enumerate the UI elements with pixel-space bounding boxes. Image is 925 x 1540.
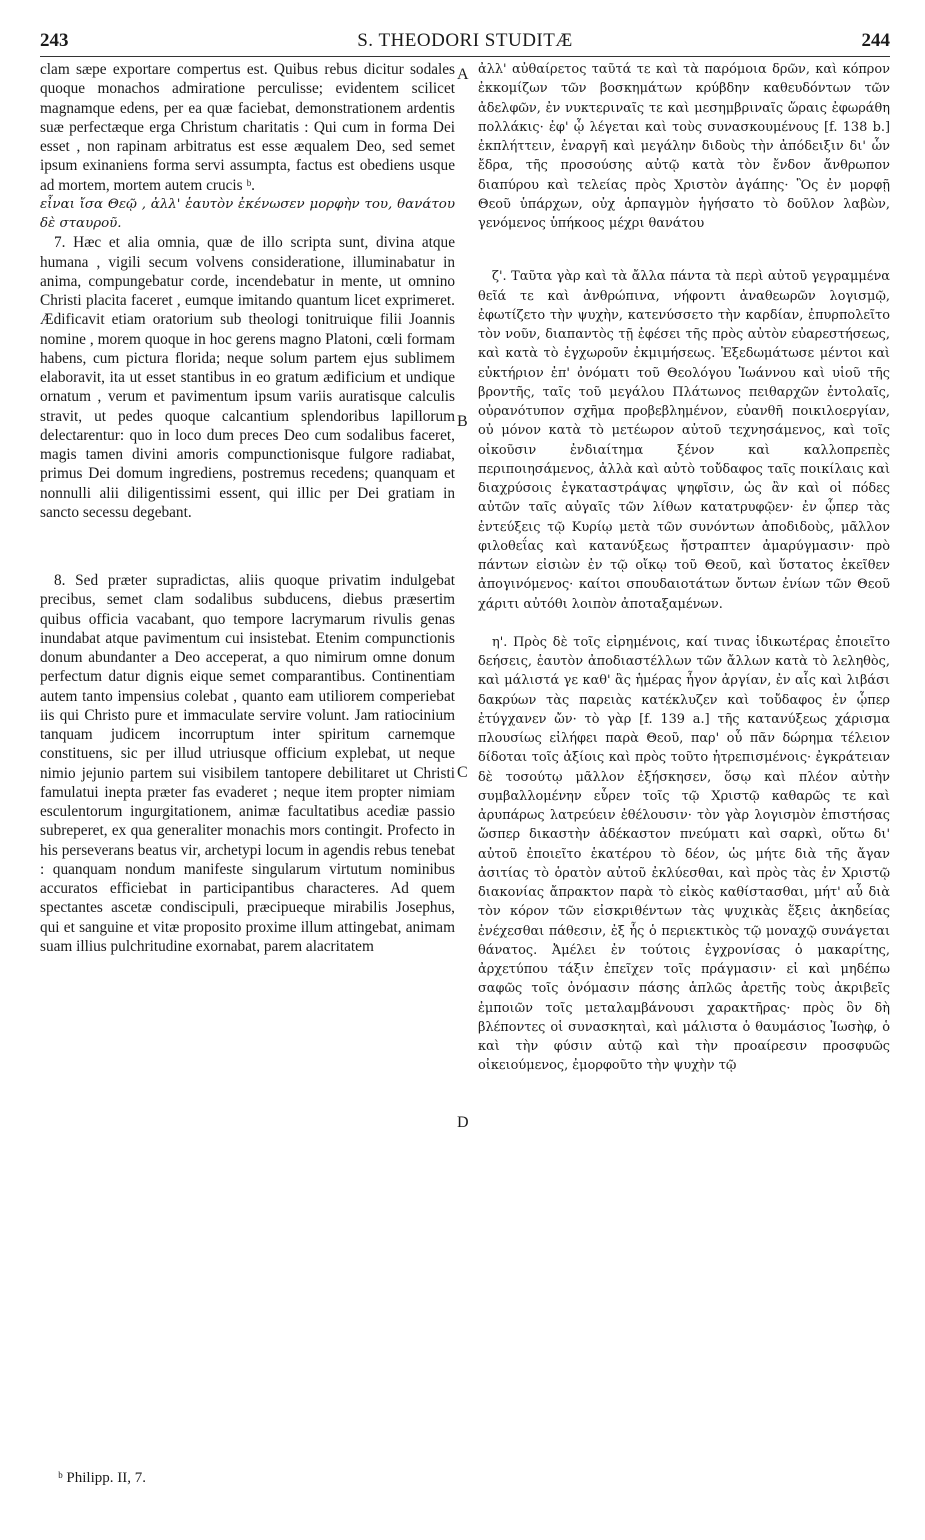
margin-letter-d: D [457,1114,469,1131]
footnote: ᵇ Philipp. II, 7. [58,1470,146,1486]
greek-column [478,60,890,1076]
greek-paragraph-7: ζ'. Ταῦτα γὰρ καὶ τὰ ἄλλα πάντα τὰ περὶ αὐτοῦ γεγραμμένα θεῖά τε καὶ ἀνθρώπινα, νήφοντι ἀναθεωρῶν λογισμῷ, ἐφωτίζετο τὴν ψυχὴν, κατενύσσετο τὴν καρδίαν, ἐπυρπολεῖτο τὸν νοῦν, διαπαντὸς τῇ ἐφέσει τῆς πρὸς αὐτὸν εὐαρεστήσεως, καὶ κατὰ τὸ ἐγχωροῦν ἐκμιμήσεως. Ἐξεδωμάτωσε μέντοι καὶ εὐκτήριον ἐπ' ὀνόματι τοῦ Θεολόγου Ἰωάννου καὶ υἱοῦ τῆς βροντῆς, ταῖς τοῦ μεγάλου Πλάτωνος πειθαρχῶν ἐντολαῖς, οὐρανότυπον σχῆμα προβεβλημένον, εὐανθῆ ποικιλοεργίαν, οὐ μόνον κατὰ τὸ μετέωρον αὐτοῦ τεχνησάμενος, καὶ τοῖς οἰκοῦσιν ἐνδιαίτημα ξένον καὶ καλλοπρεπὲς περιποιησάμενος, ἀλλὰ καὶ αὐτὸ τοὔδαφος ταῖς ποικίλαις καὶ διαχρύσοις ἐγκαταστράψας ψηφῖσιν, ὡς ἂν καὶ οἱ πόδες αὐτῶν ταῖς αὐγαῖς τῶν λίθων κατατρυφῷεν· ἐν ᾧπερ τὰς ἐντεύξεις τῷ Κυρίῳ μετὰ τῶν συνόντων ἀποδιδοὺς, μᾶλλον φιλοθεΐας καὶ κατανύξεως ἤστραπτεν ἀμαρύγμασιν· πρὸ πάντων εἰσιὼν ἐν τῷ οἴκῳ τοῦ Θεοῦ, καὶ ὕστατος ἐκεῖθεν ἀπογινόμενος· καίτοι σπουδαιοτάτων ὄντων ἐνίων τῶν Θεοῦ χάριτι αὐτόθι λοιπὸν ἀποταξαμένων. [478,269,890,612]
running-header [40,30,890,58]
greek-paragraph-6-end: ἀλλ' αὐθαίρετος ταῦτά τε καὶ τὰ παρόμοια δρῶν, καὶ κόπρον ἐκκομίζων τῶν βοσκημάτων κρύβδην καθευδόντων τῶν ἀδελφῶν, ἐν νυκτεριναῖς τε καὶ μεσημβριναῖς ὥραις ἐφωράθη πολλάκις· ἐφ' ᾧ λέγεται καὶ τοὺς συνασκουμένους [f. 138 b.] ἐκπλήττειν, ἐναργῆ καὶ μεγάλην διδοὺς τὴν ἀπόδειξιν δι' ὧν ἔδρα, τῆς προσούσης αὐτῷ κατὰ τὸν ἔνδον ἄνθρωπον διαπύρου καὶ τελείας πρὸς Χριστὸν ἀγάπης· Ὃς ἐν μορφῇ Θεοῦ ὑπάρχων, οὐχ ἁρπαγμὸν ἡγήσατο τὸ δοῦλον λαβὼν, γενόμενος ὑπήκοος μέχρι θανάτου [478,62,890,231]
latin-paragraph-7: 7. Hæc et alia omnia, quæ de illo scripta sunt, divina atque humana , vigili secum volvens consideratione, illuminabatur in anima, compungebatur corde, incendebatur in mente, ut omnino Christi placita faceret , eumque imitando quantum licet exprimeret. Ædificavit etiam oratorium sub theologi tonitruique filii Joannis nomine , morem quoque in hoc gerens magno Platoni, cœli formam habens, cum pictura florida; neque solum partem ejus sublimem elaboravit, ita ut esset stantibus in eo gratum ædificium et undique ornatum , verum et pavimentum ipsum variis auratisque calculis stravit, ut pedes quoque calcantium splendoribus lapillorum delectarentur: quo in loco dum preces Deo cum sodalibus faceret, magis tamen divini amoris compunctionisque fulgore radiabat, primus Dei domum ingrediens, postremus recedens; quanquam et nonnulli alii diligentissimi essent, qui illic per Dei gratiam in sancto secessu degebant. [40,234,455,521]
running-title: S. THEODORI STUDITÆ [357,30,573,51]
latin-paragraph-8: 8. Sed præter supradictas, aliis quoque privatim indulgebat precibus, semet clam sodalibus subducens, diebus præsertim quibus officia vacabant, quo tempore lacrymarum rivulis genas inundabat atque pavimentum cui insistebat. Etenim compunctionis donum abundanter a Deo acceperat, a quo nimirum omne donum perfectum datur dignis eique semet comparantibus. Continentiam autem tanto impensius colebat , quanto eam utiliorem comperiebat iis qui Christo pure et immaculate servire volunt. Jam ratiocinium tanquam judicem incorruptum inter spiritum carnemque constituens, sic per illud utriusque officium explebat, ut neque nimio jejunio partem sui visibilem tantopere debilitaret ut Christi famulatui inepta præter fas evaderet ; neque item propter nimiam esculentorum ingurgitationem, animæ facultatibus acediæ passio subreperet, ex qua generaliter monachis mors contingit. Profecto in his perseverans beatus vir, archetypi locum in agendis rebus tenebat : quanquam nondum manifeste singularum virtutum nominibus accuratos efficiebat in participantibus characteres. Ad quem spectantes ascetæ condiscipuli, præcipueque mirabilis Josephus, qui et sanguine et vitæ proposito proxime illum attingebat, animam suam illius pulchritudine exornabat, parem alacritatem [40,572,455,955]
margin-letter-b: B [457,413,468,430]
page-number-left: 243 [40,30,69,51]
greek-scripture-quote: εἶναι ἴσα Θεῷ , ἀλλ' ἑαυτὸν ἐκένωσεν μορφὴν του, θανάτου δὲ σταυροῦ. [40,196,455,231]
margin-letter-c: C [457,764,468,781]
latin-paragraph-6-end: clam sæpe exportare compertus est. Quibus rebus dicitur sodales quoque monachos admiratione perculisse; evidentem scilicet magnamque edens, per ea quæ faciebat, demonstrationem ardentis suæ perfectæque erga Christum charitatis : Qui cum in forma Dei esset , non rapinam arbitratus est esse æqualem Deo, sed semet ipsum exinaniens forma servi assumpta, factus est obediens usque ad mortem, mortem autem crucis ᵇ. [40,61,455,194]
header-rule [40,56,890,57]
margin-letter-a: A [457,66,469,83]
page-number-right: 244 [861,30,890,51]
greek-paragraph-8: η'. Πρὸς δὲ τοῖς εἰρημένοις, καί τινας ἰδικωτέρας ἐποιεῖτο δεήσεις, ἑαυτὸν ἀποδιαστέλλων τῶν ἄλλων κατὰ τὸ λεληθὸς, καὶ μάλιστά γε καθ' ἃς ἡμέρας ἦγον ἀργίαν, ἐν αἷς καὶ λιβάσι δακρύων τὰς παρειὰς κατέκλυζεν καὶ τοὔδαφος ἐν ᾧπερ ἐτύγχανεν ὤν· τὸ γὰρ [f. 139 a.] τῆς κατανύξεως χάρισμα πλουσίως εἰλήφει παρὰ Θεοῦ, παρ' οὗ πᾶν δώρημα τέλειον δίδοται τοῖς ἀξίοις καὶ πρὸς τοῦτο ἡτρεπισμένοις· ἐγκράτειαν δὲ τοσούτῳ μᾶλλον ἐξήσκησεν, ὅσῳ καὶ πλέον αὐτὴν συμβαλλομένην εὗρεν τοῖς τῷ Χριστῷ καθαρῶς τε καὶ ἀρυπάρως λατρεύειν ἐθέλουσιν· τὸν γὰρ λογισμὸν ἐπιστήσας ὥσπερ δικαστὴν ἀδέκαστον πνεύματι καὶ σαρκὶ, οὕτω δι' αὐτοῦ ἐποιεῖτο ἑκατέρου τὸ δέον, ὡς μήτε διὰ τῆς ἄγαν ἀσιτίας τὸ ὁρατὸν αὐτοῦ ἐκλύεσθαι, καὶ πρὸς τὰς ἐν Χριστῷ διακονίας ἄπρακτον παρὰ τὸ εἰκὸς καθίστασθαι, μήτ' αὖ διὰ τὸν κόρον τῶν εἰσκριθέντων τὰς ψυχικὰς ἕξεις ἀκηδείας ἐνέχεσθαι πάθεσιν, ἐξ ἧς ὁ περιεκτικὸς τῷ μοναχῷ συνάγεται θάνατος. Ἀμέλει ἐν τούτοις ἐγχρονίσας ὁ μακαρίτης, ἀρχετύπου τάξιν ἐπεῖχεν τοῖς πράγμασιν· εἰ καὶ μηδέπω σαφῶς τοῖς ὀνόμασιν πάσης ἁπλῶς ἀρετῆς τοὺς ἀκριβεῖς ἐμποιῶν τοῖς μεταλαμβάνουσι χαρακτῆρας· πρὸς ὃν δὴ βλέποντες οἱ συνασκηταὶ, καὶ μάλιστα ὁ θαυμάσιος Ἰωσὴφ, ὁ καὶ τὴν φύσιν αὐτῷ καὶ τὴν προαίρεσιν προσφυῶς οἰκειούμενος, ἐμορφοῦτο τὴν ψυχὴν τῷ [478,634,890,1074]
latin-column [40,60,455,956]
